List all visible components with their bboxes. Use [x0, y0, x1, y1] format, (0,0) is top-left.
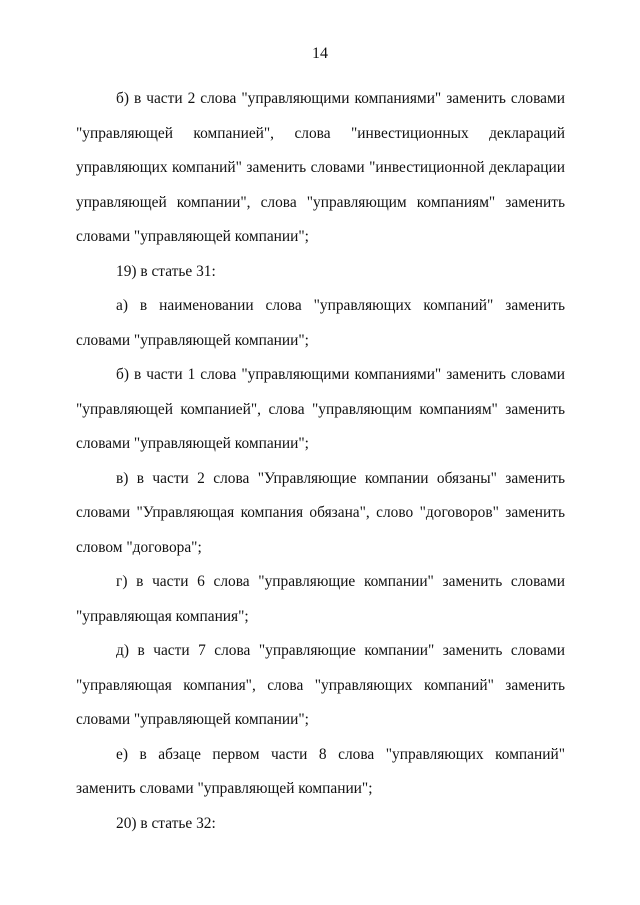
paragraph-amendment-a-title: а) в наименовании слова "управляющих компаний" заменить словами "управляющей компании"; — [76, 297, 565, 349]
paragraph-amendment-e-part8: е) в абзаце первом части 8 слова "управляющих компаний" заменить словами "управляющей компании"; — [76, 745, 565, 797]
paragraph-amendment-b-part2: б) в части 2 слова "управляющими компаниями" заменить словами "управляющей компанией", слова "инвестиционных деклараций управляющих компаний" заменить словами "инвестиционной декларации управляющей компании", слова "управляющим компаниям" заменить словами "управляющей компании"; — [76, 90, 565, 245]
paragraph-amendment-v-part2: в) в части 2 слова "Управляющие компании обязаны" заменить словами "Управляющая компания обязана", слово "договоров" заменить словом "договора"; — [76, 469, 565, 556]
paragraph-amendment-g-part6: г) в части 6 слова "управляющие компании" заменить словами "управляющая компания"; — [76, 573, 565, 625]
paragraph-amendment-b-part1: б) в части 1 слова "управляющими компаниями" заменить словами "управляющей компанией", слова "управляющим компаниям" заменить словами "управляющей компании"; — [76, 366, 565, 452]
paragraph-item-19-article-31: 19) в статье 31: — [116, 262, 216, 280]
paragraph-item-20-article-32: 20) в статье 32: — [116, 814, 216, 832]
page-number: 14 — [312, 45, 328, 62]
paragraph-amendment-d-part7: д) в части 7 слова "управляющие компании" заменить словами "управляющая компания", слова "управляющих компаний" заменить словами "управляющей компании"; — [76, 642, 565, 728]
document-body — [76, 82, 565, 841]
